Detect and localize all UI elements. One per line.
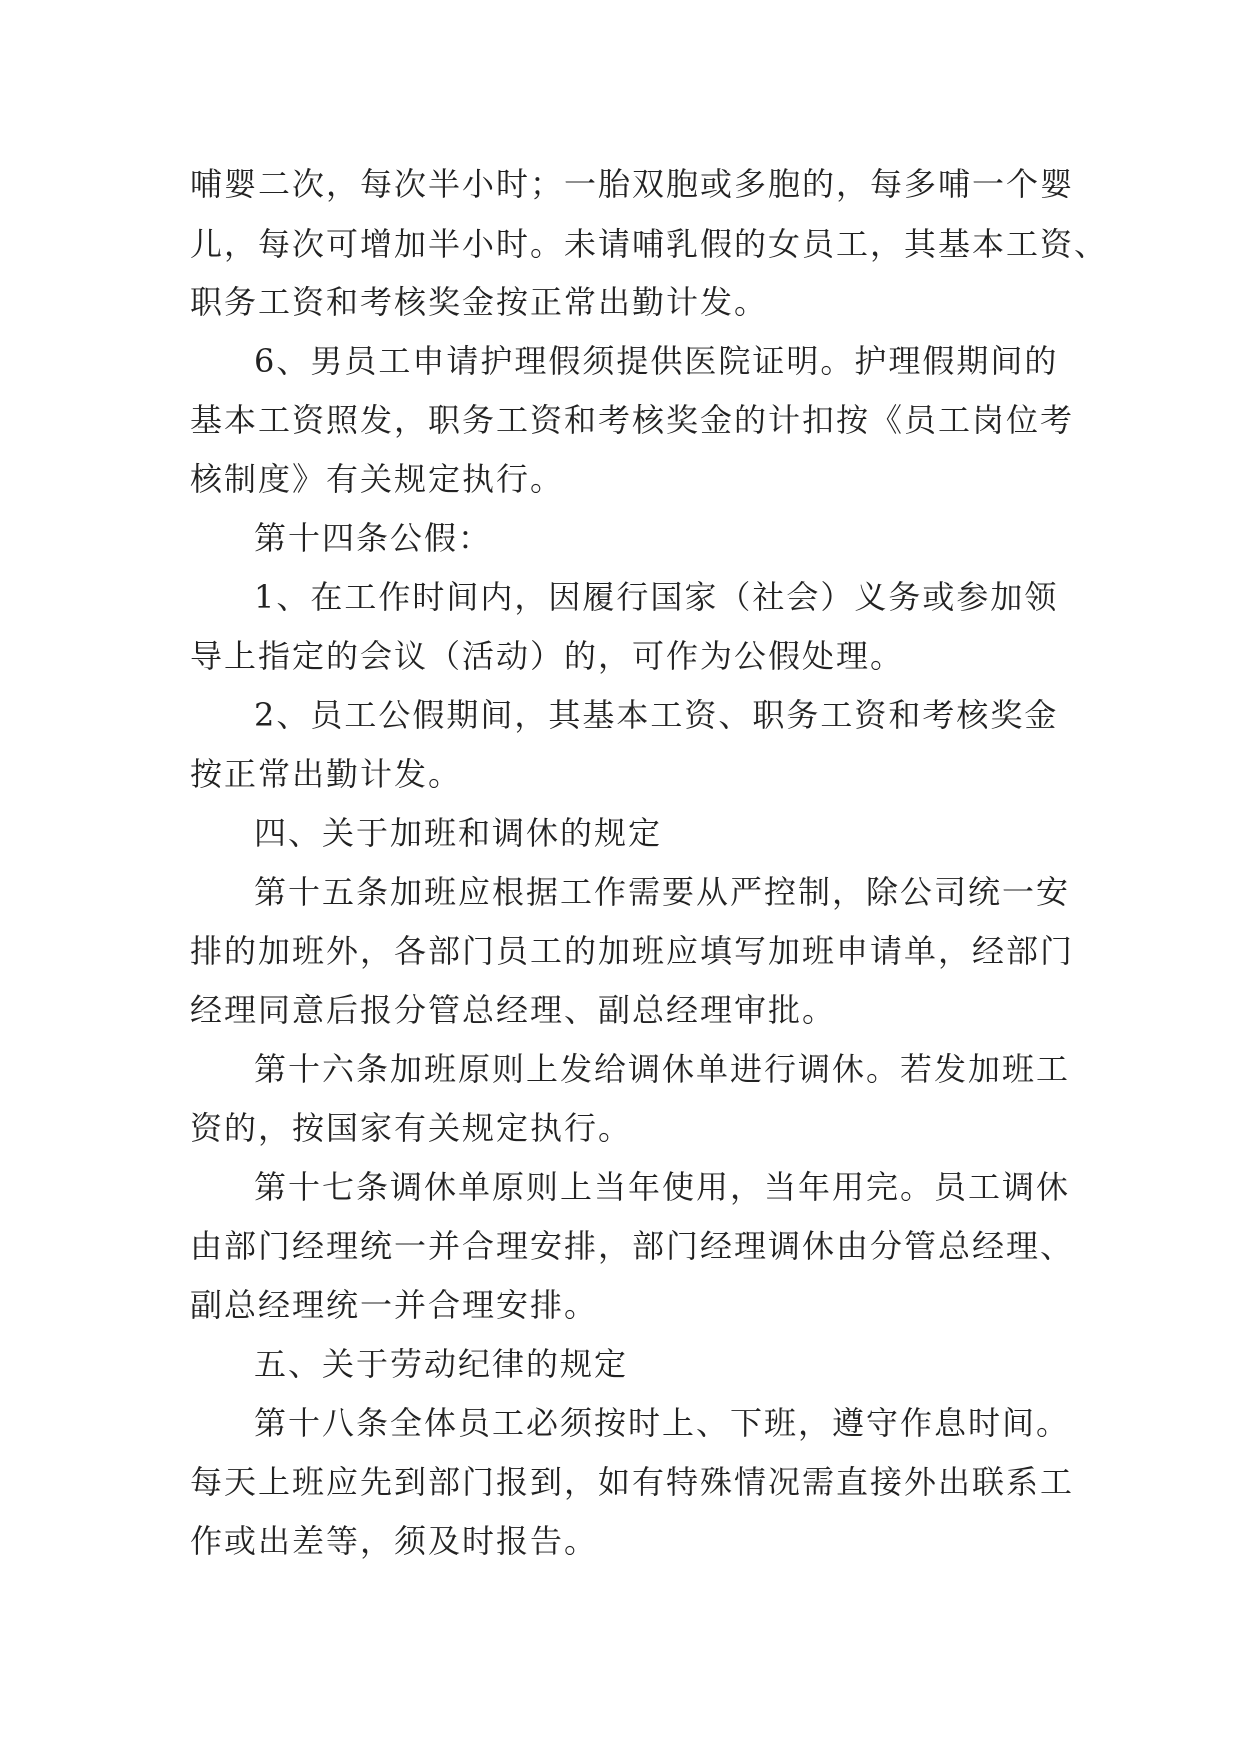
text-line: 每天上班应先到部门报到，如有特殊情况需直接外出联系工 [190,1463,1075,1501]
text-line: 导上指定的会议（活动）的，可作为公假处理。 [190,637,905,675]
text-line: 按正常出勤计发。 [190,755,463,793]
text-line: 排的加班外，各部门员工的加班应填写加班申请单，经部门 [190,932,1075,970]
text-line: 由部门经理统一并合理安排，部门经理调休由分管总经理、 [190,1227,1075,1265]
text-line: 哺婴二次，每次半小时；一胎双胞或多胞的，每多哺一个婴 [190,165,1075,203]
text-line: 基本工资照发，职务工资和考核奖金的计扣按《员工岗位考 [190,401,1075,439]
section-heading: 第十四条公假： [254,519,493,557]
text-line: 儿，每次可增加半小时。未请哺乳假的女员工，其基本工资、 [190,225,1109,263]
text-line: 1、在工作时间内，因履行国家（社会）义务或参加领 [254,578,1059,616]
text-line: 核制度》有关规定执行。 [190,460,565,498]
section-heading: 四、关于加班和调休的规定 [254,814,663,852]
text-line: 第十七条调休单原则上当年使用，当年用完。员工调休 [254,1168,1071,1206]
text-line: 作或出差等，须及时报告。 [190,1522,599,1560]
text-line: 经理同意后报分管总经理、副总经理审批。 [190,991,837,1029]
section-heading: 五、关于劳动纪律的规定 [254,1345,629,1383]
text-line: 副总经理统一并合理安排。 [190,1286,599,1324]
text-line: 第十六条加班原则上发给调休单进行调休。若发加班工 [254,1050,1071,1088]
text-line: 第十八条全体员工必须按时上、下班，遵守作息时间。 [254,1404,1071,1442]
text-line: 第十五条加班应根据工作需要从严控制，除公司统一安 [254,873,1071,911]
text-line: 6、男员工申请护理假须提供医院证明。护理假期间的 [254,342,1059,380]
text-line: 职务工资和考核奖金按正常出勤计发。 [190,283,769,321]
text-line: 资的，按国家有关规定执行。 [190,1109,633,1147]
text-line: 2、员工公假期间，其基本工资、职务工资和考核奖金 [254,696,1059,734]
